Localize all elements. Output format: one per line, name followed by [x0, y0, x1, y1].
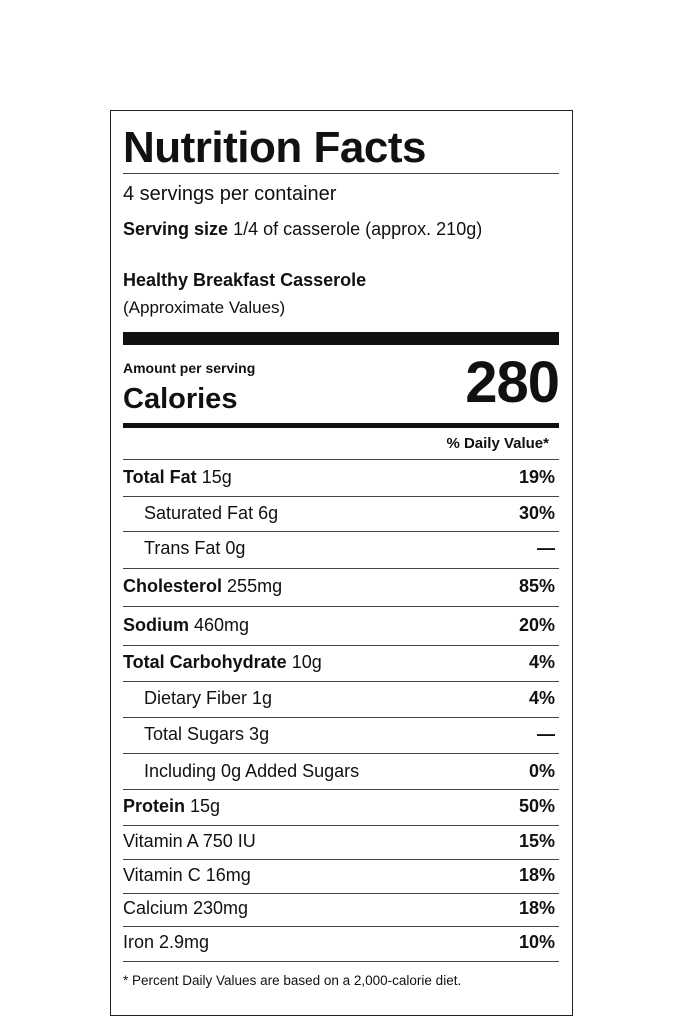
- nutrient-name: Trans Fat 0g: [144, 538, 246, 558]
- divider: [123, 825, 559, 826]
- divider: [123, 568, 559, 569]
- serving-size-value: 1/4 of casserole (approx. 210g): [233, 219, 483, 239]
- nutrient-row: [123, 615, 559, 636]
- divider: [123, 753, 559, 754]
- nutrient-row: [123, 898, 559, 919]
- nutrient-name: Calcium 230mg: [123, 898, 249, 918]
- daily-value-percent: 30%: [518, 503, 555, 523]
- nutrient-row: [123, 467, 559, 488]
- nutrient-name: [123, 796, 220, 817]
- nutrient-label: Sodium: [123, 615, 189, 635]
- nutrient-row: [123, 688, 559, 709]
- daily-value-percent: 20%: [518, 615, 555, 635]
- footnote: * Percent Daily Values are based on a 2,000-calorie diet.: [123, 973, 462, 988]
- daily-value-percent: —: [537, 538, 555, 558]
- calories-value: 280: [465, 350, 559, 415]
- divider: [123, 173, 559, 174]
- divider: [123, 859, 559, 860]
- nutrient-label: Total Carbohydrate: [123, 652, 287, 672]
- divider: [123, 789, 559, 790]
- nutrition-facts-label: [110, 110, 573, 1016]
- serving-size-label: Serving size: [123, 219, 229, 239]
- daily-value-header: % Daily Value*: [446, 435, 549, 452]
- divider: [123, 531, 559, 532]
- nutrient-row: [123, 724, 559, 745]
- nutrient-amount: 15g: [190, 796, 221, 816]
- nutrient-name: [123, 467, 232, 488]
- daily-value-percent: —: [537, 724, 555, 744]
- serving-size: [123, 219, 482, 240]
- divider: [123, 926, 559, 927]
- nutrient-name: Iron 2.9mg: [123, 932, 210, 952]
- nutrient-name: Vitamin C 16mg: [123, 865, 251, 885]
- nutrient-name: Vitamin A 750 IU: [123, 831, 256, 851]
- divider: [123, 961, 559, 962]
- nutrient-name: Total Sugars 3g: [144, 724, 270, 744]
- thick-divider: [123, 332, 559, 345]
- daily-value-percent: 4%: [528, 652, 555, 672]
- daily-value-percent: 0%: [528, 761, 555, 781]
- nutrient-row: [123, 652, 559, 673]
- nutrient-row: [123, 503, 559, 524]
- divider: [123, 496, 559, 497]
- divider: [123, 681, 559, 682]
- nutrient-name: Dietary Fiber 1g: [144, 688, 273, 708]
- label-subtitle: (Approximate Values): [123, 298, 286, 317]
- daily-value-percent: 50%: [518, 796, 555, 816]
- nutrient-row: [123, 865, 559, 886]
- nutrient-row: [123, 538, 559, 559]
- nutrient-name: [123, 576, 282, 597]
- nutrient-row: [123, 796, 559, 817]
- divider: [123, 606, 559, 607]
- nutrient-row: [123, 932, 559, 953]
- nutrient-name: [123, 652, 322, 673]
- nutrient-amount: 10g: [291, 652, 322, 672]
- nutrient-amount: 255mg: [227, 576, 283, 596]
- calories-label: Calories: [123, 383, 238, 415]
- divider: [123, 893, 559, 894]
- daily-value-percent: 10%: [518, 932, 555, 952]
- divider: [123, 459, 559, 460]
- nutrient-row: [123, 761, 559, 782]
- servings-per-container: 4 servings per container: [123, 183, 337, 205]
- daily-value-percent: 4%: [528, 688, 555, 708]
- daily-value-percent: 15%: [518, 831, 555, 851]
- nutrient-row: [123, 831, 559, 852]
- product-name: Healthy Breakfast Casserole: [123, 270, 367, 290]
- daily-value-percent: 18%: [518, 898, 555, 918]
- divider: [123, 717, 559, 718]
- nutrient-row: [123, 576, 559, 597]
- nutrient-amount: 460mg: [194, 615, 250, 635]
- nutrient-amount: 15g: [201, 467, 232, 487]
- nutrient-label: Total Fat: [123, 467, 197, 487]
- divider: [123, 645, 559, 646]
- nutrient-label: Protein: [123, 796, 186, 816]
- amount-per-serving: Amount per serving: [123, 360, 256, 376]
- nutrient-name: Including 0g Added Sugars: [144, 761, 360, 781]
- label-title: Nutrition Facts: [123, 123, 426, 172]
- nutrient-name: [123, 615, 249, 636]
- daily-value-percent: 18%: [518, 865, 555, 885]
- medium-divider: [123, 423, 559, 428]
- daily-value-percent: 85%: [518, 576, 555, 596]
- daily-value-percent: 19%: [518, 467, 555, 487]
- nutrient-label: Cholesterol: [123, 576, 223, 596]
- nutrient-name: Saturated Fat 6g: [144, 503, 279, 523]
